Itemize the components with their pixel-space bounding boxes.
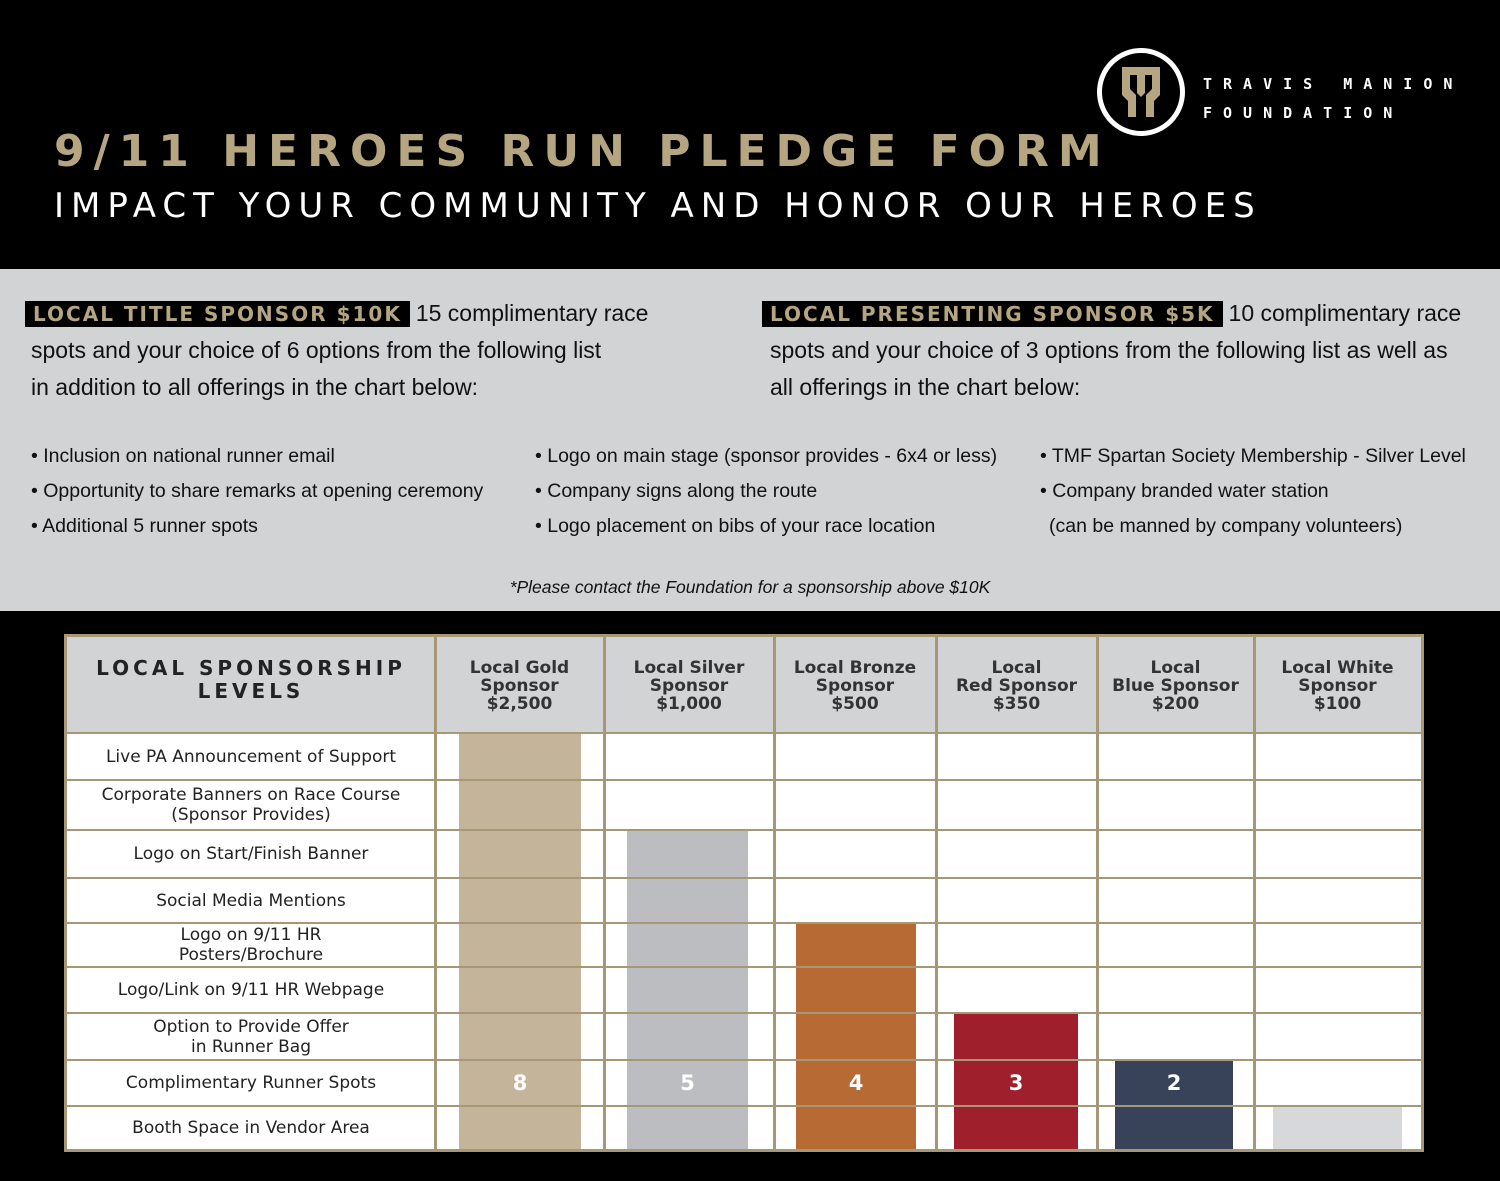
column-divider bbox=[1253, 637, 1256, 1149]
level-header bbox=[1097, 659, 1254, 713]
option-item: • TMF Spartan Society Membership - Silver Level bbox=[1040, 445, 1466, 467]
option-item: (can be manned by company volunteers) bbox=[1049, 515, 1403, 537]
level-header-line: $350 bbox=[992, 694, 1041, 714]
runner-spots-value: 2 bbox=[1166, 1071, 1182, 1095]
level-header-line: $100 bbox=[1313, 694, 1362, 714]
benefit-label-line: in Runner Bag bbox=[191, 1036, 311, 1057]
contact-note: *Please contact the Foundation for a sponsorship above $10K bbox=[509, 577, 991, 597]
presenting-sponsor-text-3: all offerings in the chart below: bbox=[770, 374, 1081, 400]
level-header bbox=[604, 659, 774, 713]
benefit-label bbox=[67, 1060, 435, 1106]
table-header-line-2: LEVELS bbox=[197, 679, 305, 703]
options-column-2 bbox=[535, 439, 997, 544]
level-header-line: Sponsor bbox=[1298, 676, 1377, 696]
options-column-1 bbox=[31, 439, 483, 544]
level-header-line: Local Gold bbox=[469, 658, 570, 678]
table-header-line-1: LOCAL SPONSORSHIP bbox=[96, 656, 406, 680]
benefit-label-text bbox=[156, 891, 346, 911]
benefit-label-text bbox=[132, 1118, 370, 1138]
benefit-label-text bbox=[179, 925, 323, 965]
benefit-label bbox=[67, 923, 435, 967]
title-sponsor-text-2: spots and your choice of 6 options from the following list bbox=[31, 337, 602, 363]
benefit-label-line: Corporate Banners on Race Course bbox=[101, 785, 401, 805]
benefit-label bbox=[67, 878, 435, 923]
spartan-helmet-icon bbox=[1097, 48, 1185, 136]
level-header-line: Local bbox=[1150, 658, 1201, 678]
benefit-label bbox=[67, 1106, 435, 1149]
title-sponsor-tag: LOCAL TITLE SPONSOR $10K bbox=[25, 301, 410, 327]
benefit-label-line: Booth Space in Vendor Area bbox=[132, 1117, 370, 1138]
benefit-label-line: Logo on Start/Finish Banner bbox=[133, 844, 369, 864]
benefit-label bbox=[67, 733, 435, 780]
benefit-label-line: Option to Provide Offer bbox=[153, 1016, 349, 1037]
option-item: • Additional 5 runner spots bbox=[31, 515, 258, 537]
logo-line-1: TRAVIS MANION bbox=[1203, 75, 1464, 93]
sponsorship-table bbox=[64, 634, 1424, 1152]
level-header-line: Local White bbox=[1281, 658, 1394, 678]
column-divider bbox=[1096, 637, 1099, 1149]
column-divider bbox=[935, 637, 938, 1149]
level-header-line: Local Silver bbox=[633, 658, 745, 678]
benefit-label-line: Live PA Announcement of Support bbox=[105, 746, 397, 767]
level-header bbox=[774, 659, 936, 713]
level-header bbox=[1254, 659, 1421, 713]
benefit-bar bbox=[796, 923, 916, 1149]
foundation-logo-text bbox=[1203, 70, 1463, 128]
level-header-line: $200 bbox=[1151, 694, 1200, 714]
table-header-title bbox=[67, 657, 435, 703]
level-header-line: $1,000 bbox=[656, 694, 722, 714]
benefit-label-line: (Sponsor Provides) bbox=[171, 805, 331, 825]
level-header-line: Sponsor bbox=[815, 676, 895, 696]
benefit-label-line: Posters/Brochure bbox=[178, 945, 324, 965]
runner-spots-value: 4 bbox=[848, 1071, 864, 1095]
benefit-label-text bbox=[118, 980, 384, 1000]
level-header-line: $2,500 bbox=[486, 694, 553, 714]
presenting-sponsor-block bbox=[762, 295, 1492, 406]
option-item: • Inclusion on national runner email bbox=[31, 445, 335, 467]
options-column-3 bbox=[1040, 439, 1466, 544]
benefit-label-line: Complimentary Runner Spots bbox=[125, 1073, 377, 1093]
benefit-label bbox=[67, 1013, 435, 1060]
benefit-label-text bbox=[102, 785, 401, 825]
page-subtitle: IMPACT YOUR COMMUNITY AND HONOR OUR HEROES bbox=[54, 186, 1262, 226]
benefit-label bbox=[67, 830, 435, 878]
presenting-sponsor-tag: LOCAL PRESENTING SPONSOR $5K bbox=[762, 301, 1223, 327]
title-sponsor-block bbox=[25, 295, 725, 406]
level-header-line: Local bbox=[991, 658, 1042, 678]
runner-spots-value: 3 bbox=[1008, 1071, 1024, 1095]
benefit-label bbox=[67, 780, 435, 830]
option-item: • Logo placement on bibs of your race location bbox=[535, 515, 936, 537]
header bbox=[0, 0, 1500, 269]
logo-line-2: FOUNDATION bbox=[1203, 104, 1404, 122]
option-item: • Logo on main stage (sponsor provides - 6x4 or less) bbox=[535, 445, 998, 467]
benefit-label-line: Social Media Mentions bbox=[156, 890, 346, 911]
sponsor-info-section bbox=[0, 269, 1500, 611]
benefit-label-text bbox=[106, 747, 396, 767]
level-header bbox=[936, 659, 1097, 713]
option-item: • Company signs along the route bbox=[535, 480, 818, 502]
level-header-line: Sponsor bbox=[480, 676, 559, 696]
title-sponsor-text-3: in addition to all offerings in the chart below: bbox=[31, 374, 479, 400]
presenting-sponsor-text-1: 10 complimentary race bbox=[1228, 300, 1462, 326]
benefit-label bbox=[67, 967, 435, 1013]
presenting-sponsor-text-2: spots and your choice of 3 options from the following list as well as bbox=[770, 337, 1448, 363]
level-header-line: Sponsor bbox=[649, 676, 729, 696]
benefit-label-text bbox=[126, 1073, 376, 1093]
option-item: • Opportunity to share remarks at opening ceremony bbox=[31, 480, 484, 502]
column-divider bbox=[603, 637, 606, 1149]
benefit-bar bbox=[1273, 1106, 1402, 1149]
level-header-line: Red Sponsor bbox=[955, 676, 1078, 696]
level-header-line: Blue Sponsor bbox=[1112, 676, 1239, 696]
option-item: • Company branded water station bbox=[1040, 480, 1329, 502]
runner-spots-value: 5 bbox=[680, 1071, 695, 1095]
column-divider bbox=[773, 637, 776, 1149]
title-sponsor-text-1: 15 complimentary race bbox=[415, 300, 649, 326]
runner-spots-value: 8 bbox=[512, 1071, 528, 1095]
benefit-label-line: Logo/Link on 9/11 HR Webpage bbox=[117, 980, 385, 1000]
level-header-line: Local Bronze bbox=[793, 658, 917, 678]
level-header bbox=[435, 659, 604, 713]
benefit-label-line: Logo on 9/11 HR bbox=[180, 925, 322, 945]
page-title: 9/11 HEROES RUN PLEDGE FORM bbox=[54, 126, 1111, 177]
benefit-label-text bbox=[134, 844, 369, 864]
level-header-line: $500 bbox=[831, 694, 879, 714]
benefit-label-text bbox=[153, 1017, 349, 1057]
